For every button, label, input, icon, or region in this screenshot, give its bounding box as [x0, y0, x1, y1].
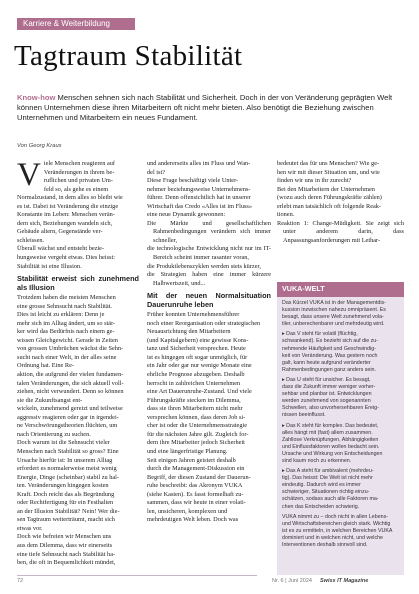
text-line: schleissen.	[17, 236, 45, 244]
text-line: ker wird das Bedürfnis nach einem ge-	[17, 328, 115, 336]
info-box-title: VUKA-WELT	[277, 282, 404, 297]
subheading: Stabilität erweist sich zunehmend als Illusion	[17, 274, 139, 292]
text-line: tanz und Sicherheit versprechen. Heute	[147, 345, 246, 353]
text-line: Stabilität ist eine Illusion.	[17, 262, 82, 270]
text-line: tiler, unberechenbarer und mehrdeutig wird.	[282, 321, 385, 328]
text-line: schwieriger, Situationen richtig einzu-	[282, 489, 370, 496]
text-line: sammen, dass wir heute in einer volati-	[147, 499, 246, 507]
text-line: VUKA nimmt zu – doch nicht in allen Lebens-	[282, 513, 388, 520]
text-line: noch einer Reorganisation oder strategischen	[147, 319, 261, 327]
text-line: führer. Denn offensichtlich hat in unserer	[147, 194, 251, 202]
paragraph	[17, 294, 139, 439]
text-line: und Einflussfaktoren wollen bedacht sein.	[282, 443, 380, 450]
text-line: Kraft. Doch reicht das als Begründung	[17, 490, 115, 498]
text-line: keit von Veränderung. Was gestern noch	[282, 352, 378, 359]
text-line: Ursache und Wirkung von Entscheidungen	[282, 450, 383, 457]
text-line: bedeutet das für uns Menschen? Wie ge-	[277, 160, 380, 167]
text-line: dern ihre Mitarbeiter jedoch Sicherheit	[147, 439, 245, 447]
list-item: die Produktlebenszyklen werden stets kürzer,	[147, 262, 261, 270]
text-line: ben, die oft in Bequemlichkeit mündet,	[17, 559, 116, 567]
footer-rule	[17, 575, 257, 576]
info-box-vuka	[277, 282, 404, 575]
text-line: Interventionen deshalb sinnvoll sind.	[282, 542, 368, 548]
text-line: eine Art Dauerunruhe-Zustand. Und viele	[147, 388, 252, 396]
text-line: etwas vor.	[17, 524, 43, 532]
text-line: iele Menschen reagieren auf	[43, 160, 115, 167]
category-label: Karriere & Weiterbildung	[17, 18, 135, 30]
text-line: Doch wie befreien wir Menschen uns	[17, 533, 112, 541]
article-column-3	[277, 160, 404, 245]
text-line: ist es hingegen oft sogar unmöglich, für	[147, 353, 248, 361]
text-line: ruhe beschreibt: das Akronym VUKA	[147, 482, 243, 490]
text-line: chen das Entscheiden schwierig.	[282, 503, 360, 510]
text-line: Dies ist leicht zu erklären: Denn je	[17, 311, 105, 319]
drop-cap: V	[17, 157, 41, 193]
text-line: ein Jahr oder gar nur wenige Monate eine	[147, 362, 252, 370]
text-line: cher ist oder die Unternehmensstrategie	[147, 422, 248, 430]
text-line: dass sie ihren Mitarbeitern nicht mehr	[147, 405, 243, 413]
text-line: Normalzustand, in dem alles so bleibt wie	[17, 194, 123, 202]
magazine-name: Swiss IT Magazine	[320, 578, 369, 584]
text-line: sehbar und planbar ist. Entwicklungen	[282, 391, 372, 398]
text-line: von grossen Umbrüchen wächst die Sehn-	[17, 345, 124, 353]
paragraph	[147, 160, 271, 177]
text-line: finden wir uns in ihr zurecht?	[277, 177, 352, 185]
text-line: dass die Zukunft immer weniger vorher-	[282, 384, 376, 391]
paragraph	[17, 533, 139, 567]
text-line: eindeutig. Dadurch wird es immer	[282, 482, 361, 489]
text-line: aktion, die aufgrund der vielen fundamen-	[17, 371, 124, 379]
text-line: eine grosse Sehnsucht nach Stabilität.	[17, 302, 112, 310]
text-line: schätzen, sodass auch alle Faktoren ma-	[282, 496, 379, 503]
text-line: Veränderungen in ihrem be-	[43, 168, 115, 176]
text-line: wickeln, zunehmend gereizt und teilweise	[17, 405, 123, 413]
text-line: hungsweise vergeht etwas. Dies heisst:	[17, 254, 115, 262]
text-line: Energie, Dinge (scheinbar) stabil zu hal-	[17, 473, 119, 481]
text-line: wissen Gleichgewicht. Gerade in Zeiten	[17, 336, 118, 344]
text-line: galt, kann heute aufgrund veränderter	[282, 359, 371, 366]
text-line: sucht nach einer Welt, in der alles seine	[17, 353, 117, 361]
text-line: Schwellen, also unvorhersehbaren Ereig-	[282, 405, 379, 412]
article-column-2	[147, 160, 271, 525]
text-line: Trotzdem haben die meisten Menschen	[17, 294, 116, 302]
list-item: Die Märkte und gesellschaftlichen Rahmenbedingungen verändern sich immer schneller,	[147, 219, 271, 244]
lead-text: Menschen sehnen sich nach Stabilität und Sicherheit. Doch in der von Veränderung geprägten Welt können Unternehmen diese ihren Mitarbeitern oft nicht mehr bieten. Also benötigt die Beziehung zwischen Unternehmen und Mitarbeitern ein neues Fundament.	[17, 93, 393, 123]
text-line: es ist. Dabei ist Veränderung die einzige	[17, 202, 119, 210]
text-line: len, unsicheren, komplexen und	[147, 507, 228, 515]
info-box-body	[277, 297, 404, 555]
text-line: ziehen, nicht verwundert. Denn so können	[17, 388, 124, 396]
text-line: ist es zu ermitteln, in welchen Bereichen VUKA	[282, 527, 393, 534]
text-line: talen Veränderungen, die sich aktuell voll-	[17, 379, 124, 387]
page-number: 72	[17, 578, 24, 584]
text-line: nehmende Häufigkeit und Geschwindig-	[282, 345, 376, 352]
text-line: Wirtschaft das Credo «Alles ist im Fluss»	[147, 202, 253, 210]
text-line: alles hängt mit (fast) allem zusammen.	[282, 429, 373, 436]
list-item: Reaktion 1: Change-Müdigkeit. Sie zeigt sich unter anderem darin, dass Anpassungsanforderungen mit Lethar-	[277, 219, 404, 244]
text-line: (wozu auch deren Führungskräfte zählen)	[277, 194, 382, 202]
paragraph	[277, 186, 404, 220]
info-box-item	[282, 423, 399, 466]
text-line: Ursache hierfür ist: In unserem Alltag	[17, 456, 113, 464]
text-line: schwankend). Es bezieht sich auf die zu-	[282, 338, 378, 345]
text-line: Neuausrichtung den Mitarbeitern	[147, 328, 231, 336]
paragraph	[147, 311, 271, 456]
byline: Von Georg Kraus	[17, 143, 62, 149]
info-box-item	[282, 377, 399, 420]
text-line: ruflichen und privaten Um-	[43, 177, 113, 185]
text-line: tionen.	[277, 211, 295, 219]
text-line: Bei den Mitarbeitern der Unternehmen	[277, 185, 375, 193]
subheading: Mit der neuen Normalsituation Dauerunruhe leben	[147, 291, 271, 309]
text-line: versprechen können, dass deren Job si-	[147, 413, 246, 421]
text-line: herrscht in zahlreichen Unternehmen	[147, 379, 241, 387]
text-line: besagt, dass unsere Welt zunehmend vola-	[282, 314, 384, 321]
text-line: Früher konnten Unternehmensführer	[147, 311, 240, 319]
text-line: nach Orientierung zu suchen.	[17, 430, 91, 438]
text-line: kussion inzwischen nahezu omnipräsent. Es	[282, 307, 386, 314]
text-line: aus dem Dilemma, dass wir einerseits	[17, 541, 113, 549]
text-line: tig). Das heisst: Die Welt ist nicht mehr	[282, 475, 373, 482]
text-line: an der Illusion Stabilität? Nein! Wer die-	[17, 507, 120, 515]
lead-kicker: Know-how	[17, 93, 56, 102]
paragraph	[277, 160, 404, 186]
info-box-intro	[282, 300, 399, 328]
text-line: ▸ Das A steht für ambivalent (mehrdeu-	[282, 468, 374, 475]
text-line: erlebt man tatsächlich oft folgende Reak-	[277, 202, 382, 210]
text-line: Begriff, der diesen Zustand der Dauerun-	[147, 473, 251, 481]
text-line: sen Tagtraum weiterträumt, macht sich	[17, 516, 115, 524]
text-line: Rahmenbedingungen ganz anders sein.	[282, 366, 376, 373]
text-line: Führungskräfte stecken im Dilemma,	[147, 396, 241, 404]
text-line: dominiert und in welchen nicht, und welche	[282, 534, 383, 541]
paragraph	[17, 245, 139, 271]
text-line: Menschen nach Stabilität so gross? Eine	[17, 447, 119, 455]
text-line: aggressiv reagieren oder gar in irgendei-	[17, 413, 119, 421]
text-line: mehr sich im Alltag ändert, um so stär-	[17, 319, 116, 327]
text-line: Diese Frage beschäftigt viele Unter-	[147, 177, 239, 185]
article-lead	[17, 93, 405, 124]
text-line: mehrdeutigen Welt leben. Doch was	[147, 516, 239, 524]
text-line: ehrliche Prognose abzugeben. Deshalb	[147, 371, 245, 379]
info-box-item	[282, 331, 399, 374]
text-line: Konstante im Leben: Menschen verän-	[17, 211, 115, 219]
text-line: ten. Veränderungen hingegen kosten	[17, 482, 109, 490]
text-line: erfordert es normalerweise meist wenig	[17, 465, 117, 473]
text-line: Das Kürzel VUKA ist in der Managementdis-	[282, 300, 386, 306]
text-line: für die nächsten Jahre gilt. Zugleich for-	[147, 430, 249, 438]
text-line: Gebäude altern, Gegenstände ver-	[17, 228, 103, 236]
text-line: Überall wächst und entsteht bezie-	[17, 245, 105, 253]
text-line: Seit einigen Jahren geistert deshalb	[147, 456, 236, 464]
list-item: die Strategien haben eine immer kürzere Halbwertszeit, und...	[147, 271, 271, 287]
page-title: Tagtraum Stabilität	[14, 40, 243, 72]
text-line: ne Verschwörungstheorien flüchten, um	[17, 422, 118, 430]
text-line: Doch warum ist die Sehnsucht vieler	[17, 439, 110, 447]
article-column-1	[17, 157, 139, 568]
text-line: durch die Management-Diskussion ein	[147, 465, 245, 473]
text-line: oder Rechtfertigung für ein Festhalten	[17, 499, 114, 507]
text-line: und Wirtschaftsbereichen gleich stark. Wichtig	[282, 520, 391, 527]
text-line: ▸ Das V steht für volatil (flüchtig,	[282, 331, 358, 338]
text-line: werden zunehmend von sogenannten	[282, 398, 371, 405]
info-box-outro	[282, 514, 399, 549]
text-line: feld so, als gehe es einem	[43, 185, 109, 193]
paragraph	[147, 457, 271, 525]
text-line: ▸ Das U steht für unsicher. Es besagt,	[282, 376, 371, 383]
text-line: sind kaum noch zu erkennen.	[282, 457, 352, 464]
list-item: die technologische Entwicklung nicht nur im IT-Bereich scheint immer rasanter voran,	[147, 245, 271, 262]
text-line: nehmer beziehungsweise Unternehmens-	[147, 185, 251, 193]
text-line: (siehe Kasten). Es fasst formelhaft zu-	[147, 490, 244, 498]
text-line: Ordnung hat. Eine Re-	[17, 362, 75, 370]
paragraph	[147, 177, 271, 220]
text-line: dern sich, Beziehungen wandeln sich,	[17, 219, 113, 227]
text-line: ▸ Das K steht für komplex. Das bedeutet,	[282, 422, 379, 429]
text-line: eine tiefe Sehnsucht nach Stabilität ha-	[17, 550, 116, 558]
text-line: del ist?	[147, 168, 166, 176]
page-footer	[17, 578, 405, 586]
info-box-item	[282, 468, 399, 511]
paragraph	[17, 439, 139, 533]
text-line: eine neue Dynamik gewonnen:	[147, 211, 226, 219]
text-line: und andererseits alles im Fluss und Wan-	[147, 160, 251, 167]
text-line: hen wir mit dieser Situation um, und wie	[277, 168, 380, 176]
issue-label: Nr. 6 | Juni 2024	[272, 578, 312, 584]
text-line: und eine längerfristige Planung.	[147, 447, 228, 455]
text-line: (und Kapitalgebern) eine gewisse Kons-	[147, 336, 249, 344]
text-line: sie die Zukunftsangst ent-	[17, 396, 83, 404]
text-line: nissen beeinflusst.	[282, 412, 326, 419]
bullet-list	[147, 220, 271, 288]
text-line: Zahllose Verknüpfungen, Abhängigkeiten	[282, 436, 379, 443]
